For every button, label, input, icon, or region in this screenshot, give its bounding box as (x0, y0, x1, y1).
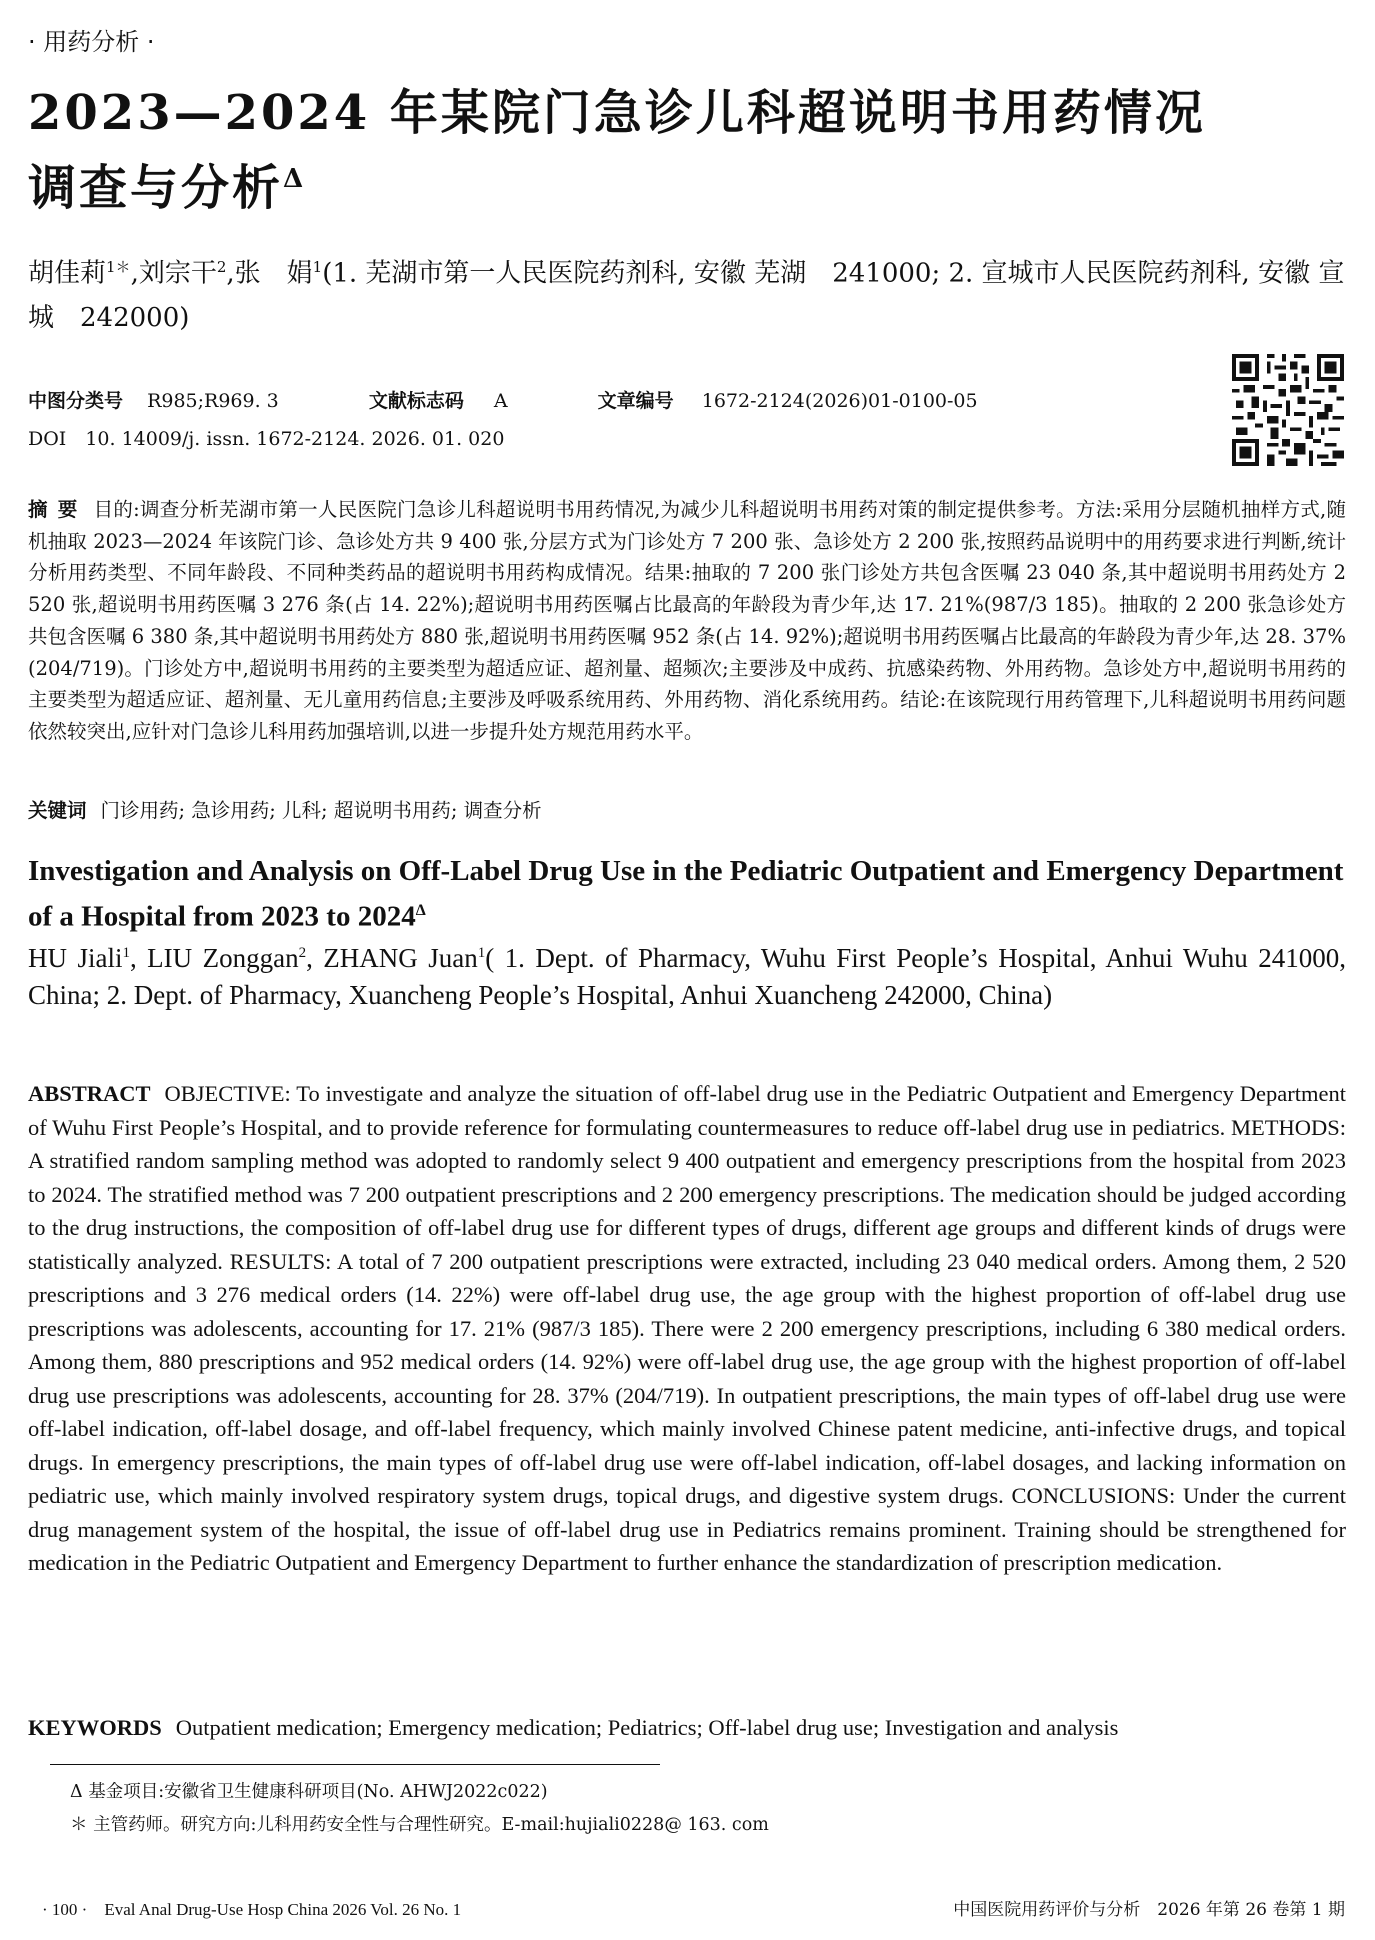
footnote-author: ＊ 主管药师。研究方向:儿科用药安全性与合理性研究。E-mail:hujiali0228@ 163. com (70, 1815, 769, 1835)
author-en-3: , ZHANG Juan (306, 943, 478, 973)
doc-code-label: 文献标志码 (368, 390, 464, 412)
author-en-1: HU Jiali (28, 943, 123, 973)
footer-journal-en: · 100 · Eval Anal Drug-Use Hosp China 2026 Vol. 26 No. 1 (42, 1900, 462, 1919)
article-title-en (28, 852, 1348, 937)
keywords-cn-text: 门诊用药; 急诊用药; 儿科; 超说明书用药; 调查分析 (100, 799, 542, 822)
article-title-cn (28, 80, 1348, 221)
title-cn-line-2-text: 调查与分析 (28, 160, 284, 216)
author-cn-2-sup: 2 (216, 258, 227, 276)
article-number-value: 1672-2124(2026)01-0100-05 (701, 390, 978, 412)
authors-cn (28, 245, 1348, 340)
author-en-3-sup: 1 (477, 945, 486, 961)
clc-label: 中图分类号 (28, 390, 124, 412)
qr-code-icon (1232, 354, 1344, 466)
author-en-2: , LIU Zonggan (129, 943, 299, 973)
author-cn-2: ,刘宗干 (130, 258, 217, 289)
author-en-2-sup: 2 (298, 945, 307, 961)
author-cn-1: 胡佳莉 (28, 258, 107, 289)
classification-line (28, 386, 978, 413)
keywords-cn-label: 关键词 (28, 799, 87, 822)
title-cn-line-2 (28, 146, 1348, 221)
footer-journal-cn: 中国医院用药评价与分析 2026 年第 26 卷第 1 期 (953, 1900, 1345, 1920)
author-en-1-sup: 1 (122, 945, 130, 961)
title-en-text: Investigation and Analysis on Off-Label Drug Use in the Pediatric Outpatient and Emergency Department of a Hospital from 2023 to 2024 (28, 855, 1344, 933)
abstract-cn-label: 摘要 (28, 498, 88, 521)
title-cn-line-1: 2023—2024 年某院门急诊儿科超说明书用药情况 (28, 85, 1206, 141)
clc-value: R985;R969. 3 (147, 390, 279, 412)
doc-code-value: A (493, 390, 508, 412)
affiliation-cn: (1. 芜湖市第一人民医院药剂科, 安徽 芜湖 241000; 2. 宣城市人民医院药剂科, 安徽 宣城 242000) (28, 258, 1345, 333)
affiliation-en: ( 1. Dept. of Pharmacy, Wuhu First People’s Hospital, Anhui Wuhu 241000, China; 2. Dept. of Pharmacy, Xuancheng People’s Hospital, Anhui Xuancheng 242000, China) (28, 943, 1346, 1010)
abstract-cn (28, 494, 1346, 748)
authors-en (28, 935, 1346, 1014)
abstract-en-text: OBJECTIVE: To investigate and analyze the situation of off-label drug use in the Pediatric Outpatient and Emergency Department of Wuhu First People’s Hospital, and to provide reference for formulating countermeasures to reduce off-label drug use in pediatrics. METHODS: A stratified random sampling method was adopted to randomly select 9 400 outpatient and emergency prescriptions from the hospital from 2023 to 2024. The stratified method was 7 200 outpatient prescriptions and 2 200 emergency prescriptions. The medication should be judged according to the drug instructions, the composition of off-label drug use for different types of drugs, different age groups and different kinds of drugs were statistically analyzed. RESULTS: A total of 7 200 outpatient prescriptions were extracted, including 23 040 medical orders. Among them, 2 520 prescriptions and 3 276 medical orders (14. 22%) were off-label drug use, the age group with the highest proportion of off-label drug use prescriptions was adolescents, accounting for 17. 21% (987/3 185). There were 2 200 emergency prescriptions, including 6 380 medical orders. Among them, 880 prescriptions and 952 medical orders (14. 92%) were off-label drug use, the age group with the highest proportion of off-label drug use prescriptions was adolescents, accounting for 28. 37% (204/719). In outpatient prescriptions, the main types of off-label drug use were off-label indication, off-label dosage, and off-label frequency, which mainly involved Chinese patent medicine, anti-infective drugs, and topical drugs. In emergency prescriptions, the main types of off-label drug use were off-label indication, off-label dosages, and lacking information on pediatric use, which mainly involved respiratory system drugs, topical drugs, and digestive system drugs. CONCLUSIONS: Under the current drug management system of the hospital, the issue of off-label drug use in Pediatrics remains prominent. Training should be strengthened for medication in the Pediatric Outpatient and Emergency Department to further enhance the standardization of prescription medication. (28, 1081, 1346, 1575)
title-en-fund-mark: Δ (415, 902, 426, 919)
keywords-en-label: KEYWORDS (28, 1715, 162, 1740)
footnote-divider (50, 1764, 660, 1765)
article-number-label: 文章编号 (597, 390, 674, 412)
keywords-cn (28, 795, 542, 823)
keywords-en-text: Outpatient medication; Emergency medication; Pediatrics; Off-label drug use; Investigation and analysis (175, 1715, 1119, 1740)
keywords-en (28, 1715, 1348, 1741)
title-cn-fund-mark: Δ (283, 164, 307, 194)
section-tag: · 用药分析 · (28, 28, 155, 56)
author-cn-3-sup: 1 (312, 258, 323, 276)
doi: DOI 10. 14009/j. issn. 1672-2124. 2026. 01. 020 (28, 428, 505, 450)
footnote-fund: Δ 基金项目:安徽省卫生健康科研项目(No. AHWJ2022c022) (70, 1782, 548, 1802)
author-cn-1-sup: 1＊ (106, 258, 131, 276)
abstract-en (28, 1077, 1346, 1580)
abstract-cn-text: 目的:调查分析芜湖市第一人民医院门急诊儿科超说明书用药情况,为减少儿科超说明书用药对策的制定提供参考。方法:采用分层随机抽样方式,随机抽取 2023—2024 年该院门诊、急诊处方共 9 400 张,分层方式为门诊处方 7 200 张、急诊处方 2 200 张,按照药品说明中的用药要求进行判断,统计分析用药类型、不同年龄段、不同种类药品的超说明书用药构成情况。结果:抽取的 7 200 张门诊处方共包含医嘱 23 040 条,其中超说明书用药处方 2 520 张,超说明书用药医嘱 3 276 条(占 14. 22%);超说明书用药医嘱占比最高的年龄段为青少年,达 17. 21%(987/3 185)。抽取的 2 200 张急诊处方共包含医嘱 6 380 条,其中超说明书用药处方 880 张,超说明书用药医嘱 952 条(占 14. 92%);超说明书用药医嘱占比最高的年龄段为青少年,达 28. 37%(204/719)。门诊处方中,超说明书用药的主要类型为超适应证、超剂量、超频次;主要涉及中成药、抗感染药物、外用药物。急诊处方中,超说明书用药的主要类型为超适应证、超剂量、无儿童用药信息;主要涉及呼吸系统用药、外用药物、消化系统用药。结论:在该院现行用药管理下,儿科超说明书用药问题依然较突出,应针对门急诊儿科用药加强培训,以进一步提升处方规范用药水平。 (28, 498, 1346, 743)
author-cn-3: ,张 娟 (226, 258, 313, 289)
abstract-en-label: ABSTRACT (28, 1081, 151, 1106)
